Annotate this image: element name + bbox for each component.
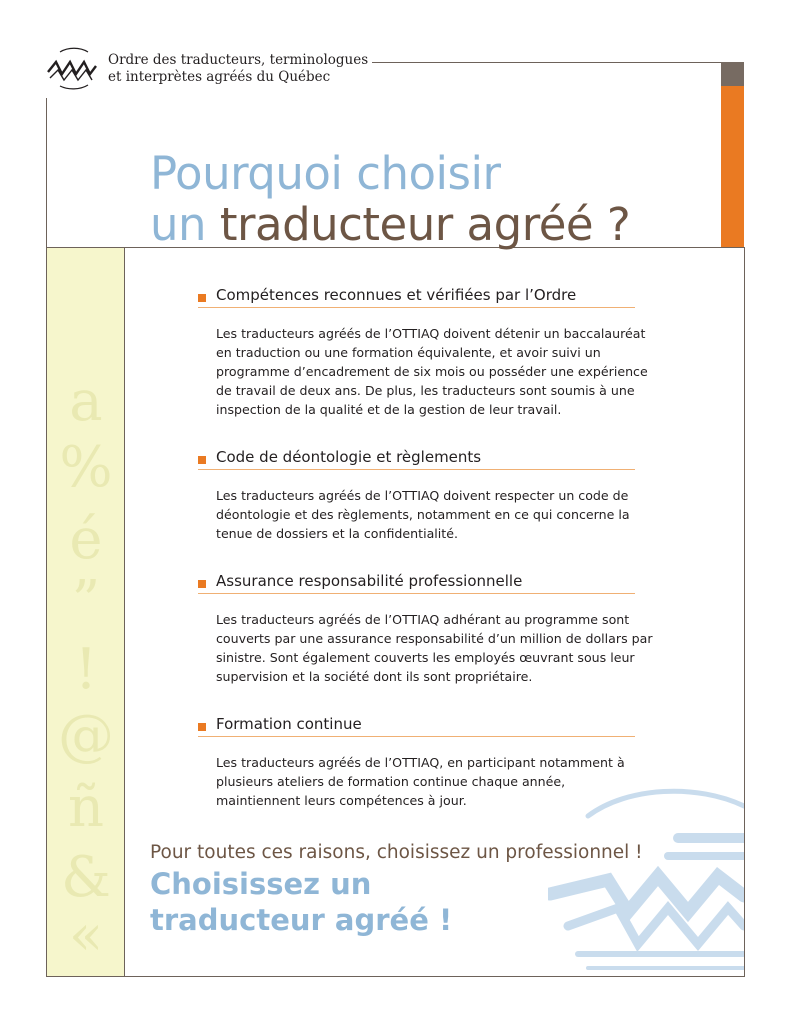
section-body [216, 324, 648, 419]
square-bullet-icon [198, 580, 206, 588]
section-body [216, 610, 653, 686]
title-line2-brown: traducteur agréé ? [219, 198, 631, 251]
body-line: Les traducteurs agréés de l’OTTIAQ, en participant notamment à [216, 755, 625, 770]
body-line: programme d’encadrement de six mois ou posséder une expérience [216, 364, 648, 379]
body-line: sinistre. Sont également couverts les employés œuvrant sous leur [216, 650, 635, 665]
sidebar-glyph-quote: ” [71, 569, 101, 634]
section-header [198, 447, 635, 470]
section-title: Formation continue [216, 715, 362, 733]
square-bullet-icon [198, 456, 206, 464]
section-competences [198, 285, 648, 419]
section-title: Compétences reconnues et vérifiées par l’Ordre [216, 286, 577, 304]
title-line2 [150, 199, 630, 250]
body-line: maintiennent leurs compétences à jour. [216, 793, 467, 808]
closing-subline: Pour toutes ces raisons, choisissez un professionnel ! [150, 842, 643, 863]
sidebar-glyph-ampersand: & [61, 845, 111, 910]
body-line: plusieurs ateliers de formation continue chaque année, [216, 774, 566, 789]
sidebar-glyph-percent: % [59, 435, 113, 500]
page-title [150, 148, 630, 250]
organization-name [108, 52, 368, 86]
section-body [216, 486, 635, 543]
frame-right-line [744, 248, 745, 977]
frame-bottom-line [46, 976, 745, 977]
closing-headline [150, 866, 452, 938]
ottiaq-logo-icon [46, 44, 98, 92]
sidebar-glyph-at: @ [58, 703, 114, 768]
body-line: Les traducteurs agréés de l’OTTIAQ doivent détenir un baccalauréat [216, 326, 646, 341]
sidebar-glyph-exclamation: ! [74, 637, 98, 702]
body-line: supervision et la société dont ils sont propriétaire. [216, 669, 533, 684]
body-line: en traduction ou une formation équivalente, et avoir suivi un [216, 345, 601, 360]
accent-bar-orange [721, 86, 744, 247]
title-line1: Pourquoi choisir [150, 147, 501, 200]
section-header [198, 714, 635, 737]
body-line: Les traducteurs agréés de l’OTTIAQ adhérant au programme sont [216, 612, 630, 627]
sidebar-rule [124, 248, 125, 976]
logo-swoosh-icon [548, 776, 744, 976]
header-rule [372, 62, 721, 63]
section-header [198, 285, 635, 308]
org-name-line1: Ordre des traducteurs, terminologues [108, 52, 369, 68]
body-line: tenue de dossiers et la confidentialité. [216, 526, 458, 541]
section-assurance [198, 571, 653, 686]
section-title: Code de déontologie et règlements [216, 448, 482, 466]
closing-headline-line2: traducteur agréé ! [150, 903, 453, 937]
body-line: Les traducteurs agréés de l’OTTIAQ doivent respecter un code de [216, 488, 629, 503]
accent-bar-top [721, 62, 744, 86]
body-line: inspection de la qualité et de la gestion de leur travail. [216, 402, 562, 417]
sidebar-glyph-a: a [69, 369, 103, 434]
body-line: couverts par une assurance responsabilité d’un million de dollars par [216, 631, 653, 646]
sidebar-glyph-guillemet: « [68, 903, 104, 968]
section-header [198, 571, 635, 594]
section-title: Assurance responsabilité professionnelle [216, 572, 523, 590]
body-line: déontologie et des règlements, notamment en ce qui concerne la [216, 507, 630, 522]
title-line2-blue: un [150, 198, 220, 251]
body-line: de travail de deux ans. De plus, les traducteurs sont soumis à une [216, 383, 635, 398]
square-bullet-icon [198, 723, 206, 731]
section-deontologie [198, 447, 635, 543]
org-name-line2: et interprètes agréés du Québec [108, 69, 331, 85]
sidebar-glyph-n-tilde: ñ [67, 775, 105, 840]
square-bullet-icon [198, 294, 206, 302]
closing-headline-line1: Choisissez un [150, 867, 372, 901]
sidebar-glyph-e-acute: é [69, 507, 103, 572]
